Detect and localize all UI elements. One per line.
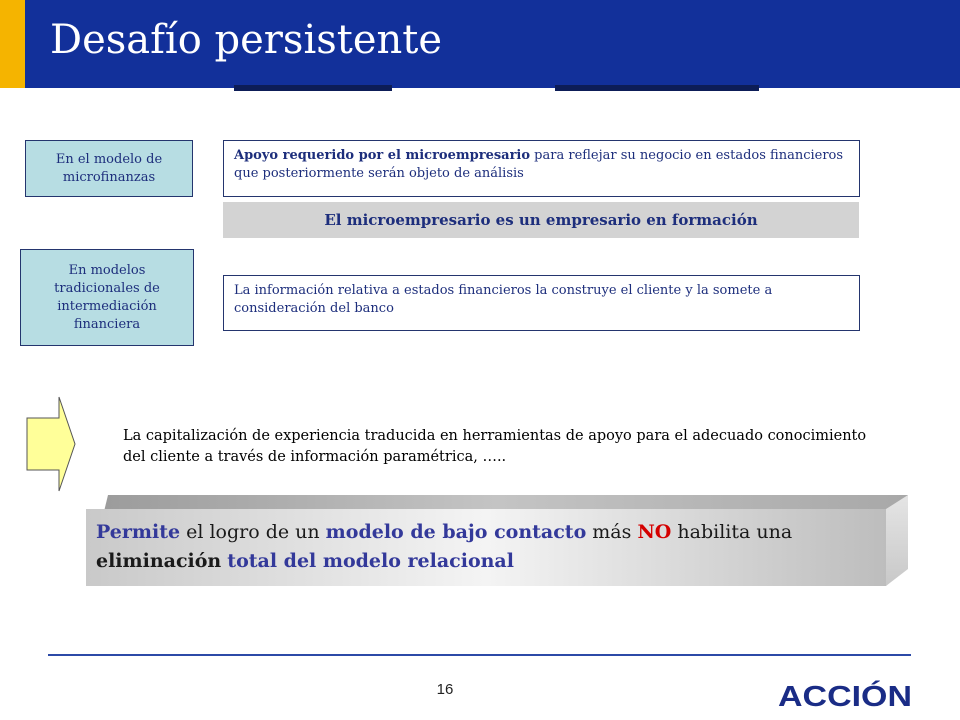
conclusion-w1: Permite	[96, 521, 181, 543]
banner-text: El microempresario es un empresario en formación	[324, 211, 758, 229]
conclusion-w3: modelo de bajo contacto	[325, 521, 587, 543]
text-microfinance-bold: Apoyo requerido por el microempresario	[234, 148, 531, 163]
slide-header	[0, 0, 960, 88]
label-microfinance: En el modelo de microfinanzas	[55, 151, 163, 185]
label-box-traditional	[20, 249, 194, 346]
accion-logo	[776, 675, 916, 715]
header-accent-strip	[0, 0, 25, 88]
header-underline-right	[555, 85, 759, 91]
text-box-traditional	[223, 275, 860, 331]
page-number: 16	[436, 681, 454, 698]
capitalization-text: La capitalización de experiencia traducida en herramientas de apoyo para el adecuado conocimiento del cliente a través de información paramétrica, …..	[123, 428, 867, 465]
label-box-microfinance	[25, 140, 193, 197]
text-traditional: La información relativa a estados financieros la construye el cliente y la somete a consideración del banco	[234, 283, 773, 316]
arrow-right-icon	[26, 396, 76, 492]
label-traditional: En modelos tradicionales de intermediación financiera	[54, 262, 160, 332]
conclusion-w2: el logro de un	[180, 521, 326, 543]
conclusion-w7: eliminación	[96, 550, 222, 572]
text-microfinance-rest: para reflejar su negocio en estados financieros que posteriormente serán objeto de análisis	[234, 148, 844, 181]
conclusion-w6: habilita una	[671, 521, 793, 543]
conclusion-w9: total del modelo relacional	[227, 550, 514, 572]
header-underline-left	[234, 85, 392, 91]
text-box-microfinance	[223, 140, 860, 197]
conclusion-text	[96, 518, 886, 576]
banner-microentrepreneur	[223, 202, 859, 238]
conclusion-w5: NO	[637, 521, 672, 543]
logo-text: ACCIÓN	[778, 681, 893, 713]
conclusion-w4: más	[586, 521, 638, 543]
slide-title: Desafío persistente	[50, 17, 443, 63]
footer-divider	[48, 654, 911, 656]
